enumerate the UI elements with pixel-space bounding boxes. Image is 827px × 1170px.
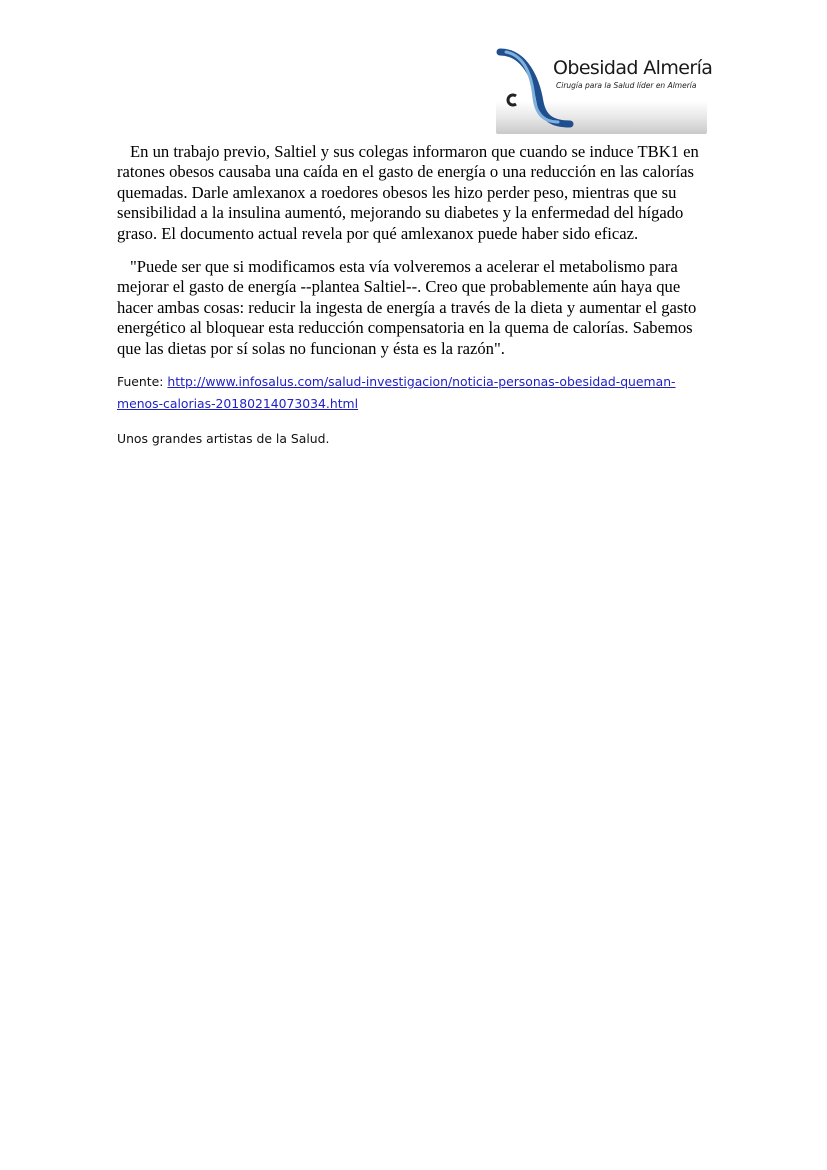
- source-link-part-1[interactable]: http://www.infosalus.com/salud-investigacion/noticia-personas-obesidad-queman-: [167, 374, 676, 389]
- logo-subtitle: Cirugía para la Salud líder en Almería: [556, 81, 697, 90]
- closing-text: Unos grandes artistas de la Salud.: [117, 431, 330, 446]
- source-label: Fuente:: [117, 374, 168, 389]
- logo-title: Obesidad Almería: [553, 57, 713, 79]
- source-line-1: [117, 374, 676, 389]
- article-paragraph-1: [117, 142, 707, 244]
- paragraph-2-text: "Puede ser que si modificamos esta vía volveremos a acelerar el metabolismo para mejorar el gasto de energía --plantea Saltiel--. Creo que probablemente aún haya que hacer ambas cosas: reducir la ingesta de energía a través de la dieta y aumentar el gasto energético al bloquear esta reducción compensatoria en la quema de calorías. Sabemos que las dietas por sí solas no funcionan y ésta es la razón".: [117, 257, 697, 358]
- source-link-part-2[interactable]: menos-calorias-20180214073034.html: [117, 396, 359, 411]
- source-line-2: [117, 396, 358, 411]
- article-paragraph-2: [117, 257, 707, 359]
- logo: [496, 48, 713, 134]
- paragraph-1-text: En un trabajo previo, Saltiel y sus colegas informaron que cuando se induce TBK1 en ratones obesos causaba una caída en el gasto de energía o una reducción en las calorías quemadas. Darle amlexanox a roedores obesos les hizo perder peso, mientras que su sensibilidad a la insulina aumentó, mejorando su diabetes y la enfermedad del hígado graso. El documento actual revela por qué amlexanox puede haber sido eficaz.: [117, 142, 699, 243]
